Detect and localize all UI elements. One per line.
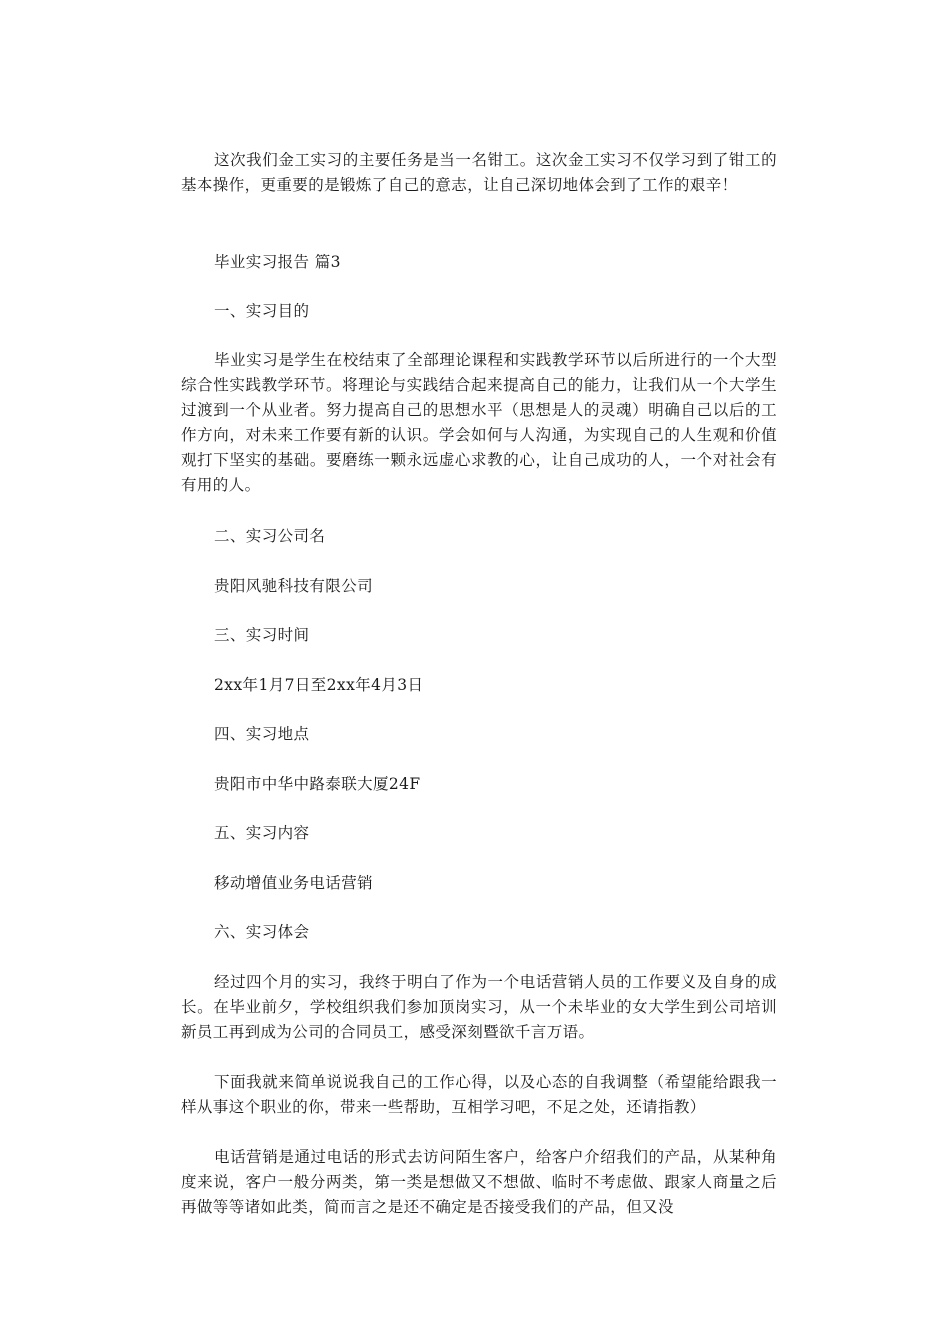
section-title: 毕业实习报告 篇3 <box>214 253 341 271</box>
heading-company: 二、实习公司名 <box>214 527 326 545</box>
internship-time: 2xx年1月7日至2xx年4月3日 <box>214 676 424 694</box>
paragraph-purpose: 毕业实习是学生在校结束了全部理论课程和实践教学环节以后所进行的一个大型综合性实践教学环节。将理论与实践结合起来提高自己的能力，让我们从一个大学生过渡到一个从业者。努力提高自己的思想水平（思想是人的灵魂）明确自己以后的工作方向，对未来工作要有新的认识。学会如何与人沟通，为实现自己的人生观和价值观打下坚实的基础。要磨练一颗永远虚心求教的心，让自己成功的人，一个对社会有有用的人。 <box>181 351 777 494</box>
paragraph-intro: 这次我们金工实习的主要任务是当一名钳工。这次金工实习不仅学习到了钳工的基本操作，更重要的是锻炼了自己的意志，让自己深切地体会到了工作的艰辛！ <box>181 151 777 194</box>
company-name: 贵阳风驰科技有限公司 <box>214 577 374 595</box>
heading-experience: 六、实习体会 <box>214 923 310 941</box>
paragraph-experience-2: 下面我就来简单说说我自己的工作心得，以及心态的自我调整（希望能给跟我一样从事这个职业的你，带来一些帮助，互相学习吧，不足之处，还请指教） <box>181 1073 777 1116</box>
internship-content: 移动增值业务电话营销 <box>214 874 374 892</box>
internship-location: 贵阳市中华中路泰联大厦24F <box>214 775 421 793</box>
paragraph-experience-1: 经过四个月的实习，我终于明白了作为一个电话营销人员的工作要义及自身的成长。在毕业前夕，学校组织我们参加顶岗实习，从一个未毕业的女大学生到公司培训新员工再到成为公司的合同员工，感受深刻暨欲千言万语。 <box>181 973 777 1041</box>
heading-purpose: 一、实习目的 <box>214 302 310 320</box>
paragraph-experience-3: 电话营销是通过电话的形式去访问陌生客户，给客户介绍我们的产品，从某种角度来说，客户一般分两类，第一类是想做又不想做、临时不考虑做、跟家人商量之后再做等等诸如此类，简而言之是还不确定是否接受我们的产品，但又没 <box>181 1148 777 1216</box>
heading-content: 五、实习内容 <box>214 824 310 842</box>
heading-time: 三、实习时间 <box>214 626 310 644</box>
heading-location: 四、实习地点 <box>214 725 310 743</box>
